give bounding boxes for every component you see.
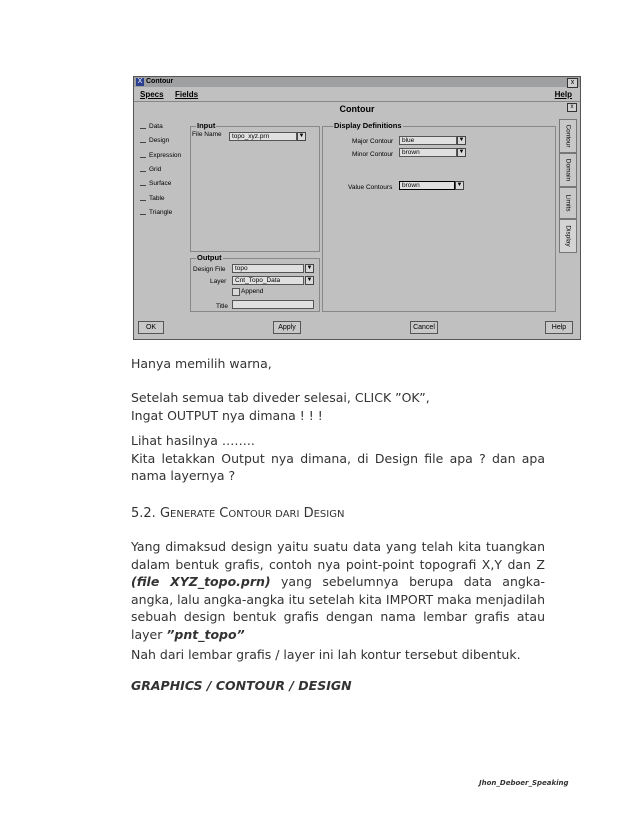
close-icon[interactable]: x <box>567 78 578 88</box>
layer-dropdown-icon[interactable]: ▼ <box>306 277 313 283</box>
radio-triangle-label: Triangle <box>149 209 173 216</box>
file-name-label: File Name <box>192 131 222 138</box>
p4-text-2: yang sebelumnya berupa data angka-angka, lalu angka-angka itu setelah kita IMPORT maka menjadilah sebuah design bentuk grafis dengan nama lembar grafis atau layer <box>131 574 545 642</box>
menu-specs[interactable]: Specs <box>140 90 164 99</box>
tab-display[interactable] <box>559 219 577 253</box>
window-title: Contour <box>146 78 174 85</box>
menu-path: GRAPHICS / CONTOUR / DESIGN <box>131 678 352 693</box>
major-contour-dropdown-icon[interactable]: ▼ <box>458 137 465 143</box>
layer-label: Layer <box>210 278 227 285</box>
menu-fields[interactable]: Fields <box>175 90 199 99</box>
cancel-button[interactable]: Cancel <box>410 321 438 334</box>
line-click-ok: Setelah semua tab diveder selesai, CLICK ”OK”, <box>131 390 430 405</box>
radio-table-label: Table <box>149 195 165 202</box>
panel-close-icon[interactable]: x <box>567 103 577 112</box>
design-file-label: Design File <box>193 266 226 273</box>
radio-data[interactable] <box>140 123 163 130</box>
p4-file-name: (file XYZ_topo.prn) <box>131 574 271 589</box>
p4-text-1: Yang dimaksud design yaitu suatu data yang telah kita tuangkan dalam bentuk grafis, contoh nya point-point topografi X,Y dan Z <box>131 539 545 572</box>
panel-title: Contour <box>339 104 375 114</box>
radio-grid[interactable] <box>140 166 161 173</box>
minor-contour-dropdown-icon[interactable]: ▼ <box>458 149 465 155</box>
heading-word-contour: ONTOUR DARI <box>228 509 300 520</box>
title-label: Title <box>216 303 229 310</box>
value-contours-field[interactable]: brown <box>399 181 455 190</box>
help-button[interactable]: Help <box>545 321 573 334</box>
paragraph-contour-formed: Nah dari lembar grafis / layer ini lah kontur tersebut dibentuk. <box>131 647 521 662</box>
tab-contour[interactable] <box>559 119 577 153</box>
menu-help[interactable]: Help <box>554 90 572 99</box>
line-see-result: Lihat hasilnya …….. <box>131 433 255 448</box>
app-icon: X <box>137 78 143 85</box>
paragraph-choose-color: Hanya memilih warna, <box>131 356 272 371</box>
contour-dialog <box>133 76 581 340</box>
input-group <box>190 126 320 252</box>
minor-contour-field[interactable]: brown <box>399 148 457 157</box>
radio-surface[interactable] <box>140 180 171 187</box>
radio-expression-label: Expression <box>149 152 182 159</box>
radio-surface-label: Surface <box>149 180 172 187</box>
heading-word-design: ESIGN <box>313 509 345 520</box>
radio-triangle[interactable] <box>140 209 172 216</box>
append-checkbox[interactable] <box>232 288 240 296</box>
value-contours-label: Value Contours <box>348 184 393 191</box>
radio-data-label: Data <box>149 123 163 130</box>
tab-domain[interactable] <box>559 153 577 187</box>
heading-letter-d: D <box>299 506 314 521</box>
title-bar <box>134 77 580 87</box>
minor-contour-label: Minor Contour <box>352 151 394 158</box>
append-label: Append <box>241 288 264 295</box>
design-file-dropdown-icon[interactable]: ▼ <box>306 265 313 271</box>
layer-field[interactable]: Cnt_Topo_Data <box>232 276 304 285</box>
paragraph-design-explanation <box>131 538 545 643</box>
tab-contour-label: Contour <box>564 124 572 148</box>
value-contours-dropdown-icon[interactable]: ▼ <box>456 182 463 188</box>
heading-word-generate: ENERATE <box>170 509 216 520</box>
input-group-label: Input <box>197 121 216 130</box>
tab-display-label: Display <box>564 225 572 247</box>
output-group-label: Output <box>197 253 222 262</box>
p4-layer-name: ”pnt_topo” <box>166 626 245 642</box>
display-definitions-label: Display Definitions <box>334 121 402 130</box>
design-file-field[interactable]: topo <box>232 264 304 273</box>
apply-button[interactable]: Apply <box>273 321 301 334</box>
line-output-question: Kita letakkan Output nya dimana, di Design file apa ? dan apa nama layernya ? <box>131 450 545 483</box>
radio-design[interactable] <box>140 137 169 144</box>
radio-expression[interactable] <box>140 152 181 159</box>
paragraph-see-result <box>131 432 545 485</box>
tab-domain-label: Domain <box>564 158 572 182</box>
section-heading <box>131 506 344 521</box>
tab-limits[interactable] <box>559 187 577 219</box>
file-name-dropdown-icon[interactable]: ▼ <box>298 133 305 139</box>
title-field[interactable] <box>232 300 314 309</box>
heading-number: 5.2. G <box>131 506 171 521</box>
paragraph-click-ok <box>131 389 545 424</box>
radio-table[interactable] <box>140 195 165 202</box>
radio-grid-label: Grid <box>149 166 162 173</box>
heading-letter-c: C <box>215 506 229 521</box>
menu-bar <box>134 88 580 102</box>
major-contour-label: Major Contour <box>352 138 394 145</box>
footer-signature: Jhon_Deboer_Speaking <box>479 779 569 787</box>
file-name-field[interactable]: topo_xyz.prn <box>229 132 297 141</box>
major-contour-field[interactable]: blue <box>399 136 457 145</box>
radio-design-label: Design <box>149 137 170 144</box>
tab-limits-label: Limits <box>564 194 572 212</box>
line-remember-output: Ingat OUTPUT nya dimana ! ! ! <box>131 407 323 423</box>
ok-button[interactable]: OK <box>138 321 164 334</box>
